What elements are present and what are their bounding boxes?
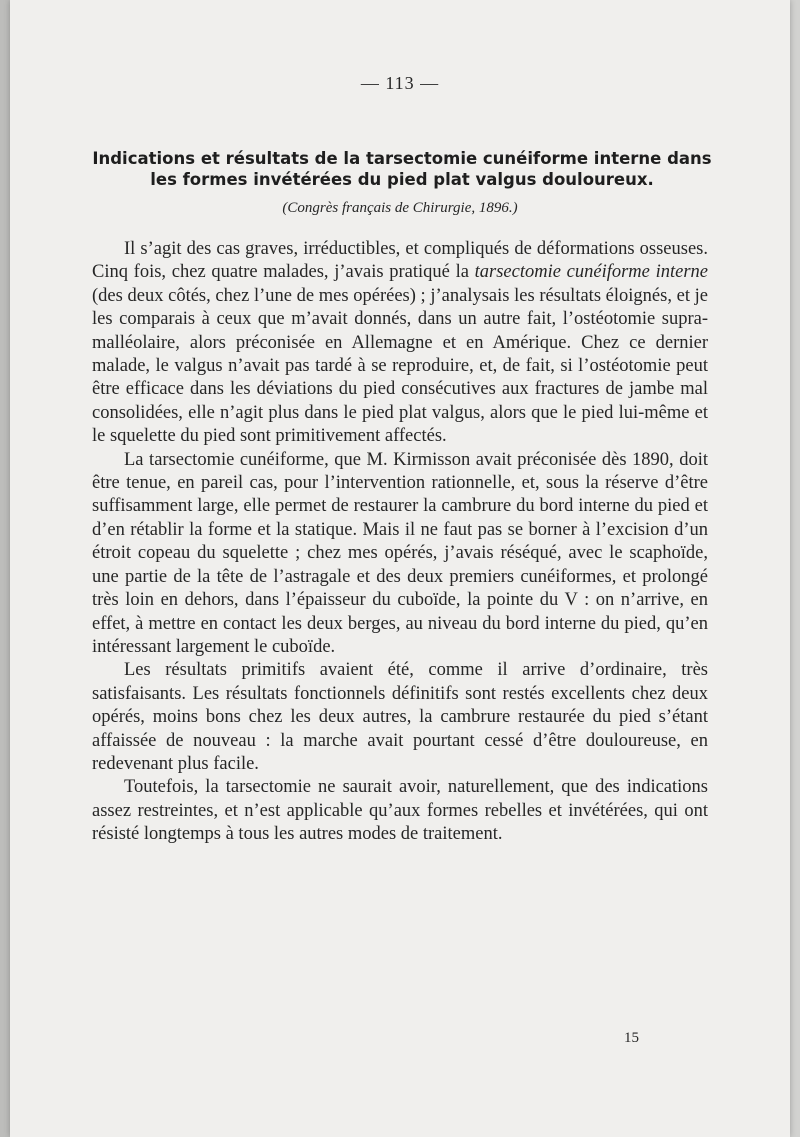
paragraph: Les résultats primitifs avaient été, comme il arrive d’ordinaire, très satisfaisants. Les résultats fonctionnels définitifs sont restés excellents chez deux opérés, moins bons chez les deux autres, la cambrure restaurée du pied s’étant affaissée de nouveau : la marche avait pourtant cessé d’être douloureuse, en redevenant plus facile. bbox=[92, 660, 708, 774]
page-title: Indications et résultats de la tarsectomie cunéiforme interne dans les formes invétérées du pied plat valgus douloureux. bbox=[92, 149, 712, 189]
paragraph: La tarsectomie cunéiforme, que M. Kirmisson avait préconisée dès 1890, doit être tenue, en pareil cas, pour l’intervention rationnelle, et, sous la réserve d’être suffisamment large, elle permet de restaurer la cambrure du bord interne du pied et d’en rétablir la forme et la statique. Mais il ne faut pas se borner à l’excision d’un étroit copeau du squelette ; chez mes opérés, j’avais réséqué, avec le scaphoïde, une partie de la tête de l’astragale et des deux premiers cunéiformes, et prolongé très loin en dehors, dans l’épaisseur du cuboïde, la pointe du V : on n’arrive, en effet, à mettre en contact les deux berges, au niveau du bord interne du pied, qu’en intéressant largement le cuboïde. bbox=[92, 449, 708, 657]
page-number: — 113 — bbox=[360, 73, 440, 93]
body-text bbox=[92, 238, 708, 847]
paragraph bbox=[92, 238, 708, 449]
signature-mark: 15 bbox=[624, 1030, 639, 1046]
emphasized-term: tarsectomie cunéiforme interne bbox=[474, 262, 708, 283]
paragraph: Toutefois, la tarsectomie ne saurait avoir, naturellement, que des indications assez restreintes, et n’est applicable qu’aux formes rebelles et invétérées, qui ont résisté longtemps à tous les autres modes de traitement. bbox=[92, 777, 708, 845]
citation: (Congrès français de Chirurgie, 1896.) bbox=[282, 200, 518, 216]
paragraph-text: Il s’agit des cas graves, irréductibles, et compliqués de déformations osseuses. Cinq fois, chez quatre malades, j’avais pratiqué la bbox=[92, 239, 708, 283]
document-page bbox=[10, 0, 790, 1137]
paragraph-text: (des deux côtés, chez l’une de mes opérées) ; j’analysais les résultats éloignés, et je les comparais à ceux que m’avait donnés, dans un autre fait, l’ostéotomie supra-malléolaire, alors préconisée en Allemagne et en Amérique. Chez ce dernier malade, le valgus n’avait pas tardé à se reproduire, et, de fait, si l’ostéotomie peut être efficace dans les déviations du pied consécutives aux fractures de jambe mal consolidées, elle n’agit plus dans le pied plat valgus, alors que le pied lui-même et le squelette du pied sont primitivement affectés. bbox=[92, 285, 708, 447]
scan-edge bbox=[0, 0, 10, 1137]
